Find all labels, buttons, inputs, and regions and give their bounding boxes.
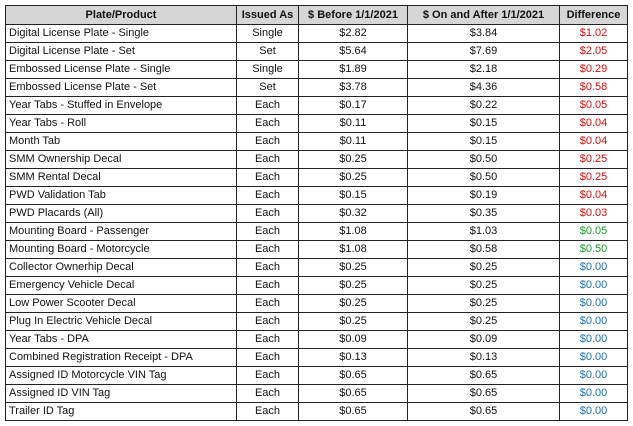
issued-as-cell: Each: [237, 259, 299, 277]
table-body: [6, 25, 628, 421]
product-cell: Embossed License Plate - Set: [6, 79, 237, 97]
issued-as-cell: Each: [237, 169, 299, 187]
price-after-cell: $1.03: [408, 223, 560, 241]
product-cell: SMM Ownership Decal: [6, 151, 237, 169]
product-cell: Assigned ID Motorcycle VIN Tag: [6, 367, 237, 385]
table-row: [6, 367, 628, 385]
table-row: [6, 79, 628, 97]
difference-cell: $0.00: [560, 331, 628, 349]
issued-as-cell: Set: [237, 79, 299, 97]
price-before-cell: $0.15: [299, 187, 408, 205]
product-cell: Digital License Plate - Single: [6, 25, 237, 43]
difference-cell: $0.00: [560, 259, 628, 277]
difference-cell: $0.29: [560, 61, 628, 79]
issued-as-cell: Each: [237, 241, 299, 259]
table-row: [6, 313, 628, 331]
issued-as-cell: Each: [237, 367, 299, 385]
product-cell: Digital License Plate - Set: [6, 43, 237, 61]
price-after-cell: $0.15: [408, 115, 560, 133]
difference-cell: $0.25: [560, 169, 628, 187]
header-price-before: $ Before 1/1/2021: [299, 6, 408, 25]
table-row: [6, 115, 628, 133]
price-after-cell: $0.58: [408, 241, 560, 259]
product-cell: Embossed License Plate - Single: [6, 61, 237, 79]
difference-cell: $0.04: [560, 115, 628, 133]
table-header: [6, 6, 628, 25]
table-row: [6, 133, 628, 151]
price-before-cell: $3.78: [299, 79, 408, 97]
issued-as-cell: Each: [237, 403, 299, 421]
table-row: [6, 241, 628, 259]
price-after-cell: $0.35: [408, 205, 560, 223]
product-cell: Emergency Vehicle Decal: [6, 277, 237, 295]
product-cell: PWD Placards (All): [6, 205, 237, 223]
table-row: [6, 25, 628, 43]
price-before-cell: $0.17: [299, 97, 408, 115]
product-cell: Trailer ID Tag: [6, 403, 237, 421]
product-cell: Assigned ID VIN Tag: [6, 385, 237, 403]
difference-cell: $0.00: [560, 349, 628, 367]
table-row: [6, 169, 628, 187]
difference-cell: $0.00: [560, 403, 628, 421]
product-cell: Year Tabs - Stuffed in Envelope: [6, 97, 237, 115]
price-before-cell: $1.08: [299, 223, 408, 241]
issued-as-cell: Each: [237, 277, 299, 295]
price-after-cell: $0.15: [408, 133, 560, 151]
difference-cell: $0.00: [560, 295, 628, 313]
price-before-cell: $0.25: [299, 313, 408, 331]
difference-cell: $2.05: [560, 43, 628, 61]
issued-as-cell: Each: [237, 223, 299, 241]
price-after-cell: $0.65: [408, 367, 560, 385]
table-row: [6, 295, 628, 313]
issued-as-cell: Each: [237, 151, 299, 169]
price-before-cell: $0.32: [299, 205, 408, 223]
difference-cell: $0.00: [560, 313, 628, 331]
price-before-cell: $0.65: [299, 403, 408, 421]
price-before-cell: $0.25: [299, 277, 408, 295]
price-before-cell: $1.08: [299, 241, 408, 259]
issued-as-cell: Each: [237, 313, 299, 331]
price-before-cell: $0.25: [299, 259, 408, 277]
price-after-cell: $0.09: [408, 331, 560, 349]
product-cell: Collector Ownerhip Decal: [6, 259, 237, 277]
issued-as-cell: Each: [237, 133, 299, 151]
price-before-cell: $0.65: [299, 367, 408, 385]
table-row: [6, 349, 628, 367]
difference-cell: $0.00: [560, 367, 628, 385]
price-before-cell: $0.13: [299, 349, 408, 367]
issued-as-cell: Set: [237, 43, 299, 61]
table-row: [6, 43, 628, 61]
table-row: [6, 277, 628, 295]
product-cell: Mounting Board - Passenger: [6, 223, 237, 241]
price-after-cell: $3.84: [408, 25, 560, 43]
difference-cell: $0.50: [560, 241, 628, 259]
price-table: [5, 5, 628, 421]
issued-as-cell: Each: [237, 115, 299, 133]
difference-cell: $0.05: [560, 223, 628, 241]
issued-as-cell: Each: [237, 205, 299, 223]
price-after-cell: $2.18: [408, 61, 560, 79]
table-row: [6, 403, 628, 421]
header-row: [6, 6, 628, 25]
price-before-cell: $2.82: [299, 25, 408, 43]
price-after-cell: $0.22: [408, 97, 560, 115]
difference-cell: $0.25: [560, 151, 628, 169]
price-before-cell: $0.25: [299, 295, 408, 313]
table-row: [6, 151, 628, 169]
product-cell: Month Tab: [6, 133, 237, 151]
product-cell: Year Tabs - DPA: [6, 331, 237, 349]
difference-cell: $1.02: [560, 25, 628, 43]
table-row: [6, 61, 628, 79]
header-plate-product: Plate/Product: [6, 6, 237, 25]
issued-as-cell: Each: [237, 97, 299, 115]
issued-as-cell: Each: [237, 187, 299, 205]
price-after-cell: $0.25: [408, 277, 560, 295]
table-row: [6, 187, 628, 205]
price-after-cell: $7.69: [408, 43, 560, 61]
price-after-cell: $0.19: [408, 187, 560, 205]
difference-cell: $0.58: [560, 79, 628, 97]
price-after-cell: $0.25: [408, 295, 560, 313]
price-before-cell: $0.11: [299, 133, 408, 151]
table-row: [6, 259, 628, 277]
table-row: [6, 385, 628, 403]
price-after-cell: $0.65: [408, 385, 560, 403]
price-after-cell: $0.65: [408, 403, 560, 421]
table-row: [6, 97, 628, 115]
price-before-cell: $0.11: [299, 115, 408, 133]
price-after-cell: $0.50: [408, 151, 560, 169]
product-cell: PWD Validation Tab: [6, 187, 237, 205]
table-row: [6, 331, 628, 349]
difference-cell: $0.00: [560, 277, 628, 295]
product-cell: Year Tabs - Roll: [6, 115, 237, 133]
issued-as-cell: Single: [237, 25, 299, 43]
price-after-cell: $0.25: [408, 259, 560, 277]
price-after-cell: $0.25: [408, 313, 560, 331]
issued-as-cell: Single: [237, 61, 299, 79]
product-cell: Low Power Scooter Decal: [6, 295, 237, 313]
difference-cell: $0.00: [560, 385, 628, 403]
product-cell: Plug In Electric Vehicle Decal: [6, 313, 237, 331]
price-after-cell: $0.50: [408, 169, 560, 187]
header-price-after: $ On and After 1/1/2021: [408, 6, 560, 25]
price-before-cell: $1.89: [299, 61, 408, 79]
product-cell: Mounting Board - Motorcycle: [6, 241, 237, 259]
price-before-cell: $0.65: [299, 385, 408, 403]
header-issued-as: Issued As: [237, 6, 299, 25]
difference-cell: $0.03: [560, 205, 628, 223]
difference-cell: $0.04: [560, 133, 628, 151]
header-difference: Difference: [560, 6, 628, 25]
issued-as-cell: Each: [237, 331, 299, 349]
price-before-cell: $0.25: [299, 151, 408, 169]
price-table-container: [5, 5, 627, 421]
issued-as-cell: Each: [237, 385, 299, 403]
product-cell: Combined Registration Receipt - DPA: [6, 349, 237, 367]
product-cell: SMM Rental Decal: [6, 169, 237, 187]
table-row: [6, 223, 628, 241]
price-before-cell: $0.09: [299, 331, 408, 349]
price-after-cell: $4.36: [408, 79, 560, 97]
difference-cell: $0.05: [560, 97, 628, 115]
table-row: [6, 205, 628, 223]
price-before-cell: $5.64: [299, 43, 408, 61]
price-after-cell: $0.13: [408, 349, 560, 367]
price-before-cell: $0.25: [299, 169, 408, 187]
issued-as-cell: Each: [237, 295, 299, 313]
difference-cell: $0.04: [560, 187, 628, 205]
issued-as-cell: Each: [237, 349, 299, 367]
